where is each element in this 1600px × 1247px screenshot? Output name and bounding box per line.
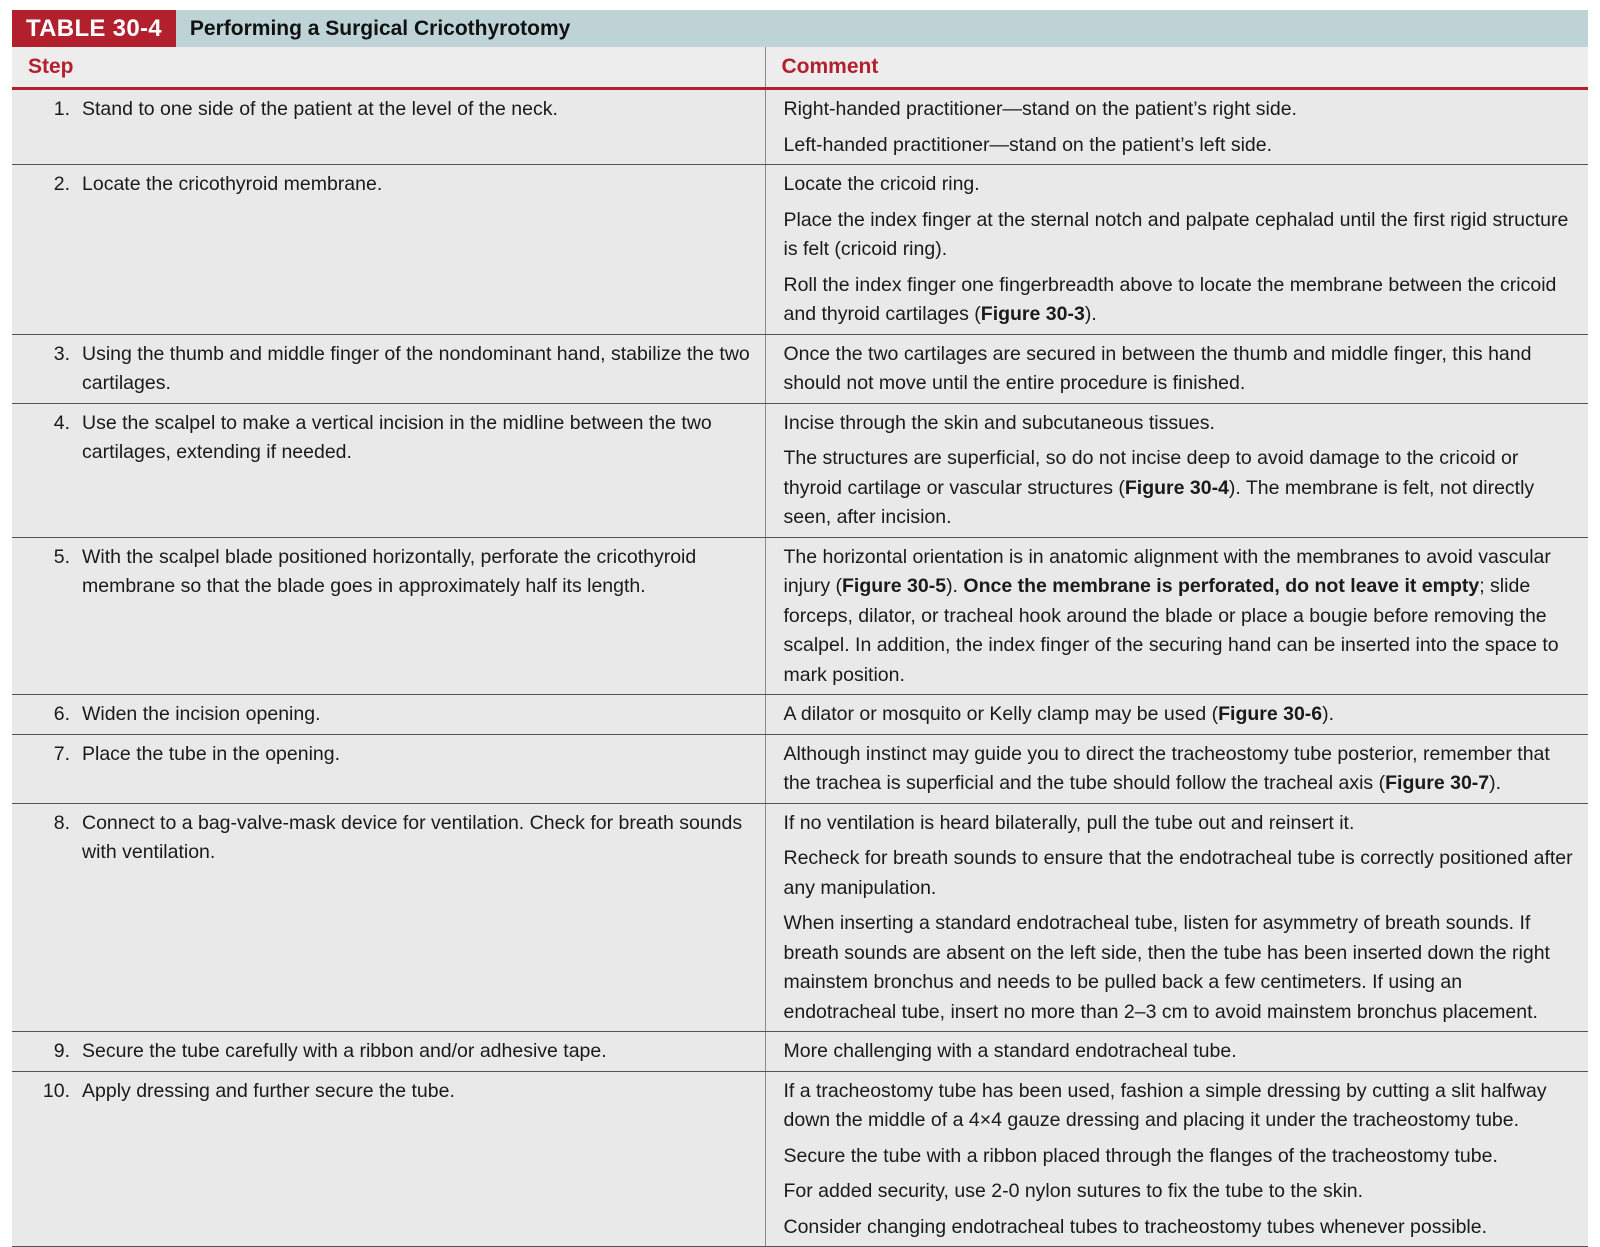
comment-text: Consider changing endotracheal tubes to tracheostomy tubes whenever possible. xyxy=(783,1215,1488,1238)
step-text: Widen the incision opening. xyxy=(82,703,321,725)
comment-text: Secure the tube with a ribbon placed through the flanges of the tracheostomy tube. xyxy=(783,1144,1498,1167)
step-number: 8. xyxy=(53,811,70,834)
comment-text: Roll the index finger one fingerbreadth above to locate the membrane between the cricoid and thyroid cartilages ( xyxy=(783,273,1557,325)
step-content xyxy=(30,740,755,770)
comment-text: A dilator or mosquito or Kelly clamp may be used ( xyxy=(783,703,1219,725)
comment-cell xyxy=(765,695,1588,735)
step-cell xyxy=(12,89,765,165)
table-container xyxy=(12,10,1588,1247)
comment-paragraph xyxy=(784,1037,1579,1067)
comment-paragraph xyxy=(784,543,1579,691)
table-row xyxy=(12,734,1588,803)
table-row xyxy=(12,803,1588,1032)
table-header-row xyxy=(12,47,1588,89)
comment-paragraph xyxy=(784,809,1579,839)
step-cell xyxy=(12,734,765,803)
comment-emphasis: Figure 30-6 xyxy=(1218,703,1323,725)
comment-text: Place the index finger at the sternal notch and palpate cephalad until the first rigid structure is felt (cricoid ring). xyxy=(783,208,1569,260)
comment-cell xyxy=(765,165,1588,335)
table-row xyxy=(12,403,1588,537)
comment-emphasis: Figure 30-5 xyxy=(842,575,947,597)
comment-text: ). xyxy=(946,575,964,597)
comment-paragraph xyxy=(784,340,1579,399)
step-text: Stand to one side of the patient at the level of the neck. xyxy=(82,98,558,120)
step-content xyxy=(30,95,755,125)
table-row xyxy=(12,334,1588,403)
procedure-table xyxy=(12,47,1588,1247)
step-cell xyxy=(12,1032,765,1072)
step-cell xyxy=(12,537,765,695)
step-text: Use the scalpel to make a vertical incision in the midline between the two cartilages, extending if needed. xyxy=(82,411,712,463)
step-text: With the scalpel blade positioned horizontally, perforate the cricothyroid membrane so that the blade goes in approximately half its length. xyxy=(82,545,697,597)
comment-text: Left-handed practitioner—stand on the patient’s left side. xyxy=(783,133,1273,156)
comment-text: More challenging with a standard endotracheal tube. xyxy=(783,1040,1237,1062)
comment-text: The structures are superficial, so do not incise deep to avoid damage to the cricoid or thyroid cartilage or vascular structures ( xyxy=(783,447,1519,499)
comment-paragraph xyxy=(784,1213,1579,1243)
comment-text: Locate the cricoid ring. xyxy=(783,173,980,195)
table-title-bar xyxy=(12,10,1588,47)
comment-emphasis: Figure 30-3 xyxy=(980,303,1085,325)
step-content xyxy=(30,543,755,602)
step-number: 5. xyxy=(53,545,70,568)
step-content xyxy=(30,340,755,399)
comment-paragraph xyxy=(784,740,1579,799)
step-cell xyxy=(12,1071,765,1247)
comment-cell xyxy=(765,537,1588,695)
comment-text: ; slide forceps, dilator, or tracheal hook around the blade or place a bougie before removing the scalpel. In addition, the index finger of the securing hand can be inserted into the space to mark position. xyxy=(783,575,1559,686)
comment-text: Although instinct may guide you to direct the tracheostomy tube posterior, remember that the trachea is superficial and the tube should follow the tracheal axis ( xyxy=(783,742,1550,794)
column-header-comment: Comment xyxy=(765,47,1588,89)
comment-text: The horizontal orientation is in anatomic alignment with the membranes to avoid vascular injury ( xyxy=(783,545,1551,597)
table-row xyxy=(12,537,1588,695)
comment-emphasis: Figure 30-7 xyxy=(1385,772,1490,794)
table-body xyxy=(12,89,1588,1247)
step-text: Apply dressing and further secure the tube. xyxy=(82,1079,455,1102)
table-row xyxy=(12,165,1588,335)
comment-paragraph xyxy=(784,1177,1579,1207)
comment-cell xyxy=(765,403,1588,537)
table-row xyxy=(12,1071,1588,1247)
step-content xyxy=(30,700,755,730)
comment-cell xyxy=(765,89,1588,165)
comment-emphasis: Once the membrane is perforated, do not leave it empty xyxy=(963,575,1480,597)
comment-paragraph xyxy=(784,170,1579,200)
step-text: Locate the cricothyroid membrane. xyxy=(82,173,383,195)
step-content xyxy=(30,1037,755,1067)
table-title: Performing a Surgical Cricothyrotomy xyxy=(189,16,571,40)
step-content xyxy=(30,1077,755,1107)
comment-text: If no ventilation is heard bilaterally, pull the tube out and reinsert it. xyxy=(783,811,1355,834)
step-cell xyxy=(12,803,765,1032)
comment-emphasis: Figure 30-4 xyxy=(1124,476,1229,499)
comment-text: For added security, use 2-0 nylon sutures to fix the tube to the skin. xyxy=(783,1180,1364,1202)
comment-paragraph xyxy=(784,1077,1579,1136)
step-cell xyxy=(12,334,765,403)
comment-text: ). xyxy=(1084,303,1097,325)
comment-paragraph xyxy=(784,844,1579,903)
comment-paragraph xyxy=(784,444,1579,533)
comment-text: Right-handed practitioner—stand on the patient’s right side. xyxy=(783,98,1297,120)
comment-text: ). The membrane is felt, not directly seen, after incision. xyxy=(783,476,1535,528)
step-cell xyxy=(12,695,765,735)
column-header-step: Step xyxy=(12,47,765,89)
comment-text: When inserting a standard endotracheal tube, listen for asymmetry of breath sounds. If breath sounds are absent on the left side, then the tube has been inserted down the right mainstem bronchus and needs to be pulled back a few centimeters. If using an endotracheal tube, insert no more than 2–3 cm to avoid mainstem bronchus placement. xyxy=(783,912,1550,1023)
comment-paragraph xyxy=(784,909,1579,1027)
comment-cell xyxy=(765,334,1588,403)
table-row xyxy=(12,1032,1588,1072)
step-number: 2. xyxy=(53,173,70,195)
step-text: Connect to a bag-valve-mask device for ventilation. Check for breath sounds with ventilation. xyxy=(82,811,743,863)
comment-paragraph xyxy=(784,409,1579,439)
comment-text: Incise through the skin and subcutaneous tissues. xyxy=(783,411,1215,434)
comment-text: If a tracheostomy tube has been used, fashion a simple dressing by cutting a slit halfway down the middle of a 4×4 gauze dressing and placing it under the tracheostomy tube. xyxy=(783,1079,1547,1131)
step-content xyxy=(30,170,755,200)
step-cell xyxy=(12,403,765,537)
comment-text: ). xyxy=(1489,772,1502,794)
comment-cell xyxy=(765,803,1588,1032)
step-text: Using the thumb and middle finger of the nondominant hand, stabilize the two cartilages. xyxy=(82,342,750,394)
comment-paragraph xyxy=(784,271,1579,330)
comment-text: Recheck for breath sounds to ensure that the endotracheal tube is correctly positioned after any manipulation. xyxy=(783,847,1573,899)
step-number: 7. xyxy=(53,742,70,765)
step-number: 10. xyxy=(42,1079,70,1102)
comment-text: ). xyxy=(1322,703,1335,725)
step-text: Place the tube in the opening. xyxy=(82,742,341,765)
step-number: 3. xyxy=(53,342,70,365)
table-number-tag: TABLE 30-4 xyxy=(12,10,176,47)
comment-cell xyxy=(765,1032,1588,1072)
step-number: 6. xyxy=(53,703,70,725)
step-text: Secure the tube carefully with a ribbon and/or adhesive tape. xyxy=(82,1040,607,1062)
comment-paragraph xyxy=(784,95,1579,125)
comment-paragraph xyxy=(784,700,1579,730)
step-number: 1. xyxy=(53,98,70,120)
comment-paragraph xyxy=(784,206,1579,265)
step-content xyxy=(30,409,755,468)
step-number: 9. xyxy=(53,1040,70,1062)
step-cell xyxy=(12,165,765,335)
comment-cell xyxy=(765,1071,1588,1247)
step-number: 4. xyxy=(53,411,70,434)
step-content xyxy=(30,809,755,868)
comment-paragraph xyxy=(784,1142,1579,1172)
comment-text: Once the two cartilages are secured in between the thumb and middle finger, this hand should not move until the entire procedure is finished. xyxy=(783,342,1532,394)
table-row xyxy=(12,89,1588,165)
comment-cell xyxy=(765,734,1588,803)
table-row xyxy=(12,695,1588,735)
comment-paragraph xyxy=(784,131,1579,161)
